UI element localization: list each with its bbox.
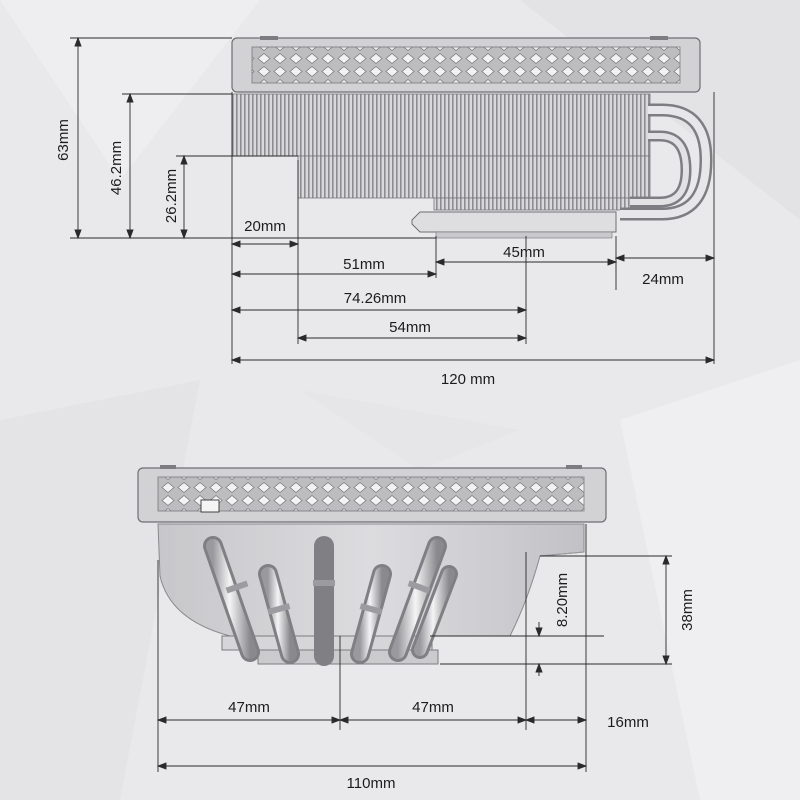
side-view-cooler: [232, 36, 706, 238]
base-plate: [412, 212, 616, 232]
fin-stack-top: [232, 94, 650, 156]
label-width-51: 51mm: [343, 256, 385, 273]
fin-stack-low: [434, 198, 650, 210]
label-height-38: 38mm: [679, 589, 696, 631]
fan-connector: [201, 500, 219, 512]
front-fan-grille: [158, 477, 584, 511]
fan-grille: [252, 47, 680, 83]
label-width-110: 110mm: [346, 775, 396, 792]
label-height-63: 63mm: [55, 119, 72, 161]
label-offset-20: 20mm: [244, 218, 286, 235]
fin-stack-mid: [298, 156, 650, 198]
label-offset-74-26: 74.26mm: [343, 290, 407, 307]
label-overhang-24: 24mm: [642, 271, 684, 288]
label-overhang-16: 16mm: [607, 714, 649, 731]
label-width-120: 120 mm: [440, 371, 496, 388]
label-height-8-20: 8.20mm: [554, 572, 571, 628]
label-half-width-right: 47mm: [412, 699, 454, 716]
label-half-width-left: 47mm: [228, 699, 270, 716]
label-width-54: 54mm: [389, 319, 431, 336]
label-height-26-2: 26.2mm: [163, 168, 180, 224]
label-height-46-2: 46.2mm: [108, 140, 125, 196]
label-width-45: 45mm: [503, 244, 545, 261]
front-view-cooler: [138, 465, 606, 664]
